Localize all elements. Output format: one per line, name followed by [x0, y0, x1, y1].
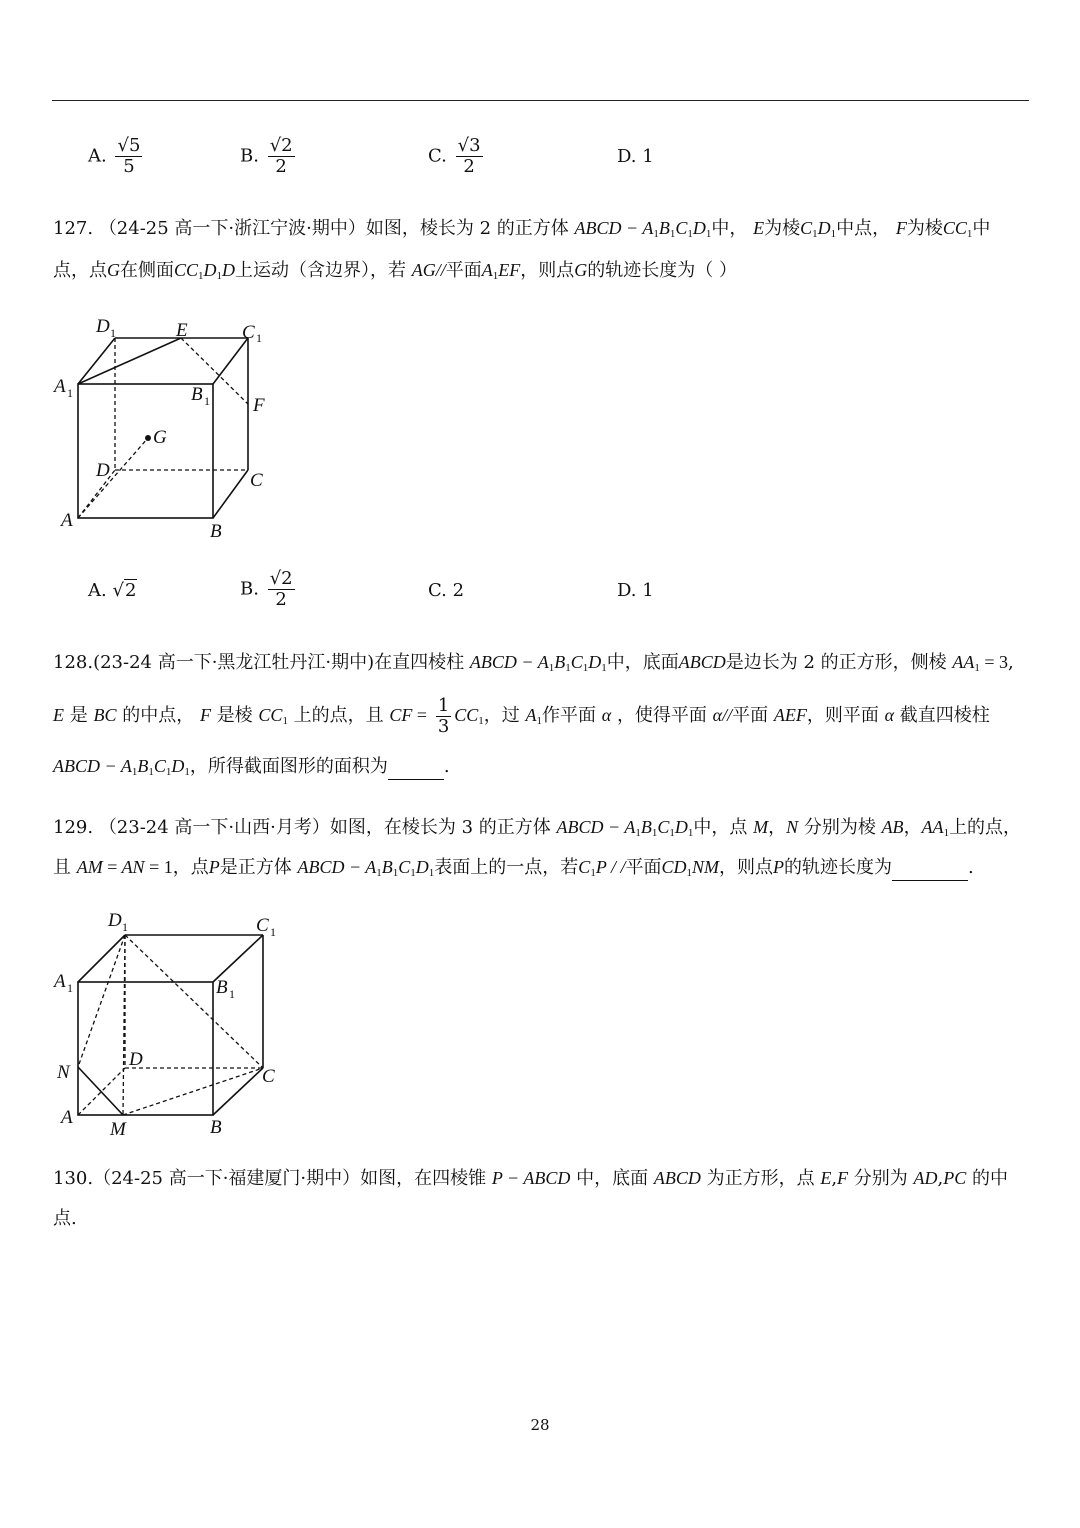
svg-text:B: B	[216, 977, 228, 998]
svg-text:C: C	[262, 1066, 275, 1087]
point-g-dot	[145, 435, 151, 441]
q126-option-d[interactable]: D. 1	[617, 146, 654, 167]
q127-line-2: 点，点G在侧面$CC_1D_1D$上运动（含边界），若 AG//平面$A_1EF$，则点G的轨迹长度为（ ）	[53, 260, 737, 282]
answer-blank[interactable]	[388, 755, 444, 780]
svg-text:G: G	[153, 427, 167, 448]
q130-line-1: 130.（24-25 高一下·福建厦门·期中）如图，在四棱锥 P − ABCD 中，底面 ABCD 为正方形，点 E,F 分别为 AD,PC 的中	[53, 1168, 1008, 1189]
svg-text:N: N	[57, 1062, 70, 1083]
header-rule	[52, 100, 1029, 101]
q127-option-c[interactable]: C. 2	[428, 580, 465, 601]
q128-line-1: 128.(23-24 高一下·黑龙江牡丹江·期中)在直四棱柱 ABCD − $A_1B_1C_1D_1$中，底面ABCD是边长为 2 的正方形，侧棱 $AA_1 = 3$,	[53, 652, 1014, 674]
q126-option-c[interactable]: C. $\frac{√3}{2}$	[428, 135, 481, 177]
page-number: 28	[530, 1416, 550, 1434]
svg-text:1: 1	[229, 987, 235, 1001]
svg-text:B: B	[210, 521, 222, 540]
svg-text:A: A	[54, 971, 66, 992]
svg-text:M: M	[110, 1119, 126, 1140]
q127-cube-figure	[50, 310, 290, 540]
q126-option-a[interactable]: A. $\frac{√5}{5}$	[88, 135, 141, 177]
q127-option-b[interactable]: B. $\frac{√2}{2}$	[240, 568, 293, 610]
svg-text:C: C	[242, 322, 255, 343]
q127-option-d[interactable]: D. 1	[617, 580, 654, 601]
svg-text:B: B	[210, 1117, 222, 1138]
svg-text:1: 1	[67, 981, 73, 995]
svg-text:D: D	[96, 460, 110, 481]
q128-line-3: ABCD − $A_1B_1C_1D_1$，所得截面图形的面积为 .	[53, 756, 450, 778]
svg-text:A: A	[54, 376, 66, 397]
svg-text:C: C	[250, 470, 263, 491]
q129-line-1: 129. （23-24 高一下·山西·月考）如图，在棱长为 3 的正方体 ABCD − $A_1B_1C_1D_1$中，点 M，N 分别为棱 AB，$AA_1$上的点，	[53, 817, 1022, 839]
svg-text:B: B	[191, 384, 203, 405]
svg-text:F: F	[253, 395, 265, 416]
svg-text:1: 1	[204, 394, 210, 408]
answer-blank[interactable]	[892, 856, 968, 881]
svg-text:1: 1	[256, 331, 262, 345]
svg-text:D: D	[129, 1049, 143, 1070]
q129-cube-figure	[50, 905, 290, 1140]
svg-text:1: 1	[270, 925, 276, 939]
svg-text:D: D	[108, 910, 122, 931]
q130-line-2: 点.	[53, 1208, 77, 1229]
svg-text:1: 1	[110, 326, 116, 340]
q128-line-2: E 是 BC 的中点， F 是棱 $CC_1$ 上的点，且 CF = $\frac{1}{3}$ $CC_1$，过 $A_1$作平面 α ，使得平面 α//平面 AEF，则平面 α 截直四棱柱	[53, 694, 990, 737]
svg-text:E: E	[176, 320, 188, 341]
svg-text:1: 1	[67, 386, 73, 400]
q127-option-a[interactable]: A. √2	[88, 580, 137, 601]
svg-text:D: D	[96, 316, 110, 337]
svg-text:A: A	[61, 510, 73, 531]
q129-line-2: 且 AM = AN = 1，点P是正方体 ABCD − $A_1B_1C_1D_1$表面上的一点，若$C_1P$ / /平面$CD_1NM$，则点P的轨迹长度为 .	[53, 857, 974, 879]
q126-option-b[interactable]: B. $\frac{√2}{2}$	[240, 135, 293, 177]
svg-text:C: C	[256, 915, 269, 936]
q127-line-1: 127. （24-25 高一下·浙江宁波·期中）如图，棱长为 2 的正方体 ABCD − $A_1B_1C_1D_1$中， E为棱$C_1D_1$中点， F为棱$CC_1$中	[53, 218, 991, 240]
svg-text:A: A	[61, 1107, 73, 1128]
svg-text:1: 1	[122, 920, 128, 934]
